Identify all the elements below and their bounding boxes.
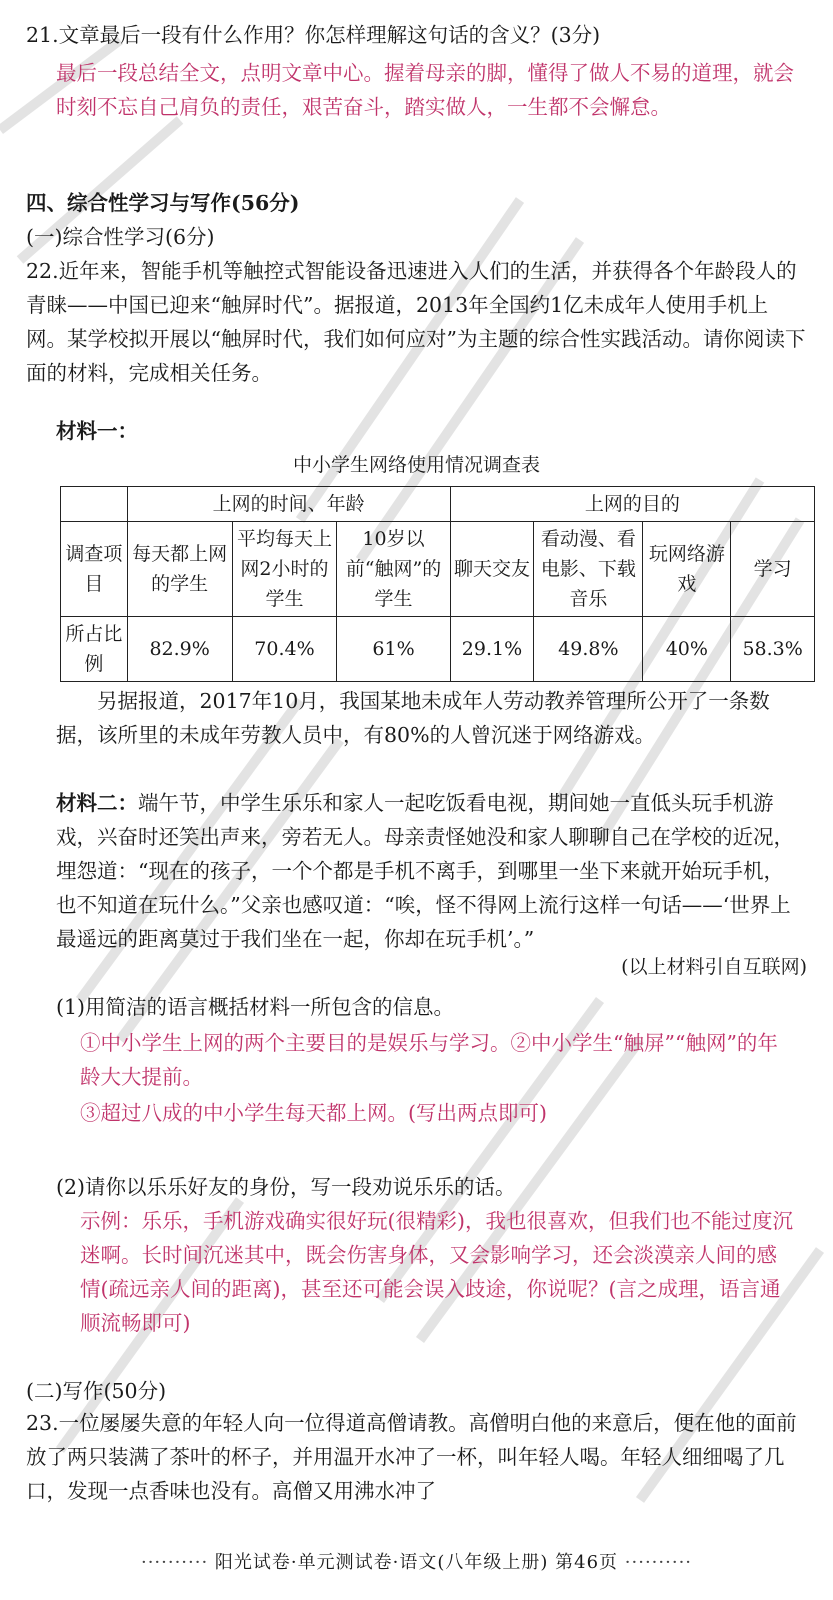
table-column-header: 10岁以前“触网”的学生 <box>337 522 450 617</box>
sub-question-1: (1)用简洁的语言概括材料一所包含的信息。 <box>56 995 455 1019</box>
table-group-header: 上网的时间、年龄 <box>127 487 450 522</box>
sub-answer-1b: ③超过八成的中小学生每天都上网。(写出两点即可) <box>80 1101 547 1125</box>
table-cell: 70.4% <box>232 617 337 682</box>
footer-dots: ·········· <box>624 1552 693 1573</box>
table-column-header: 看动漫、看电影、下载音乐 <box>534 522 643 617</box>
footer-dots: ·········· <box>140 1552 209 1573</box>
table-row-label: 所占比例 <box>61 617 128 682</box>
table-cell: 29.1% <box>450 617 534 682</box>
table-column-header: 每天都上网的学生 <box>127 522 232 617</box>
table-cell: 58.3% <box>731 617 815 682</box>
table-row-label: 调查项目 <box>61 522 128 617</box>
table-row <box>61 617 815 682</box>
table-column-header: 学习 <box>731 522 815 617</box>
question-22: 22.近年来，智能手机等触控式智能设备迅速进入人们的生活，并获得各个年龄段人的青睐——中国已迎来“触屏时代”。据报道，2013年全国约1亿未成年人使用手机上网。某学校拟开展以“触屏时代，我们如何应对”为主题的综合性实践活动。请你阅读下面的材料，完成相关任务。 <box>26 259 806 385</box>
table-cell: 61% <box>337 617 450 682</box>
table-corner-cell <box>61 487 128 522</box>
table-row <box>61 522 815 617</box>
material-2-text: 端午节，中学生乐乐和家人一起吃饭看电视，期间她一直低头玩手机游戏，兴奋时还笑出声来，旁若无人。母亲责怪她没和家人聊聊自己在学校的近况，埋怨道：“现在的孩子，一个个都是手机不离手，到哪里一坐下来就开始玩手机，也不知道在玩什么。”父亲也感叹道：“唉，怪不得网上流行这样一句话——‘世界上最遥远的距离莫过于我们坐在一起，你却在玩手机’。” <box>56 791 794 951</box>
table-column-header: 聊天交友 <box>450 522 534 617</box>
sub-answer-2: 示例：乐乐，手机游戏确实很好玩(很精彩)，我也很喜欢，但我们也不能过度沉迷啊。长时间沉迷其中，既会伤害身体，又会影响学习，还会淡漠亲人间的感情(疏远亲人间的距离)，甚至还可能会误入歧途，你说呢？(言之成理，语言通顺流畅即可) <box>80 1209 793 1335</box>
source-note: (以上材料引自互联网) <box>621 956 807 978</box>
table-column-header: 平均每天上网2小时的学生 <box>232 522 337 617</box>
table-cell: 49.8% <box>534 617 643 682</box>
sub-answer-1a: ①中小学生上网的两个主要目的是娱乐与学习。②中小学生“触屏”“触网”的年龄大大提前。 <box>80 1031 778 1089</box>
question-23: 23.一位屡屡失意的年轻人向一位得道高僧请教。高僧明白他的来意后，便在他的面前放了两只装满了茶叶的杯子，并用温开水冲了一杯，叫年轻人喝。年轻人细细喝了几口，发现一点香味也没有。高僧又用沸水冲了 <box>26 1411 797 1503</box>
answer-21: 最后一段总结全文，点明文章中心。握着母亲的脚，懂得了做人不易的道理，就会时刻不忘自己肩负的责任，艰苦奋斗，踏实做人，一生都不会懈怠。 <box>56 61 794 119</box>
material-1-extra: 另据报道，2017年10月，我国某地未成年人劳动教养管理所公开了一条数据，该所里的未成年劳教人员中，有80%的人曾沉迷于网络游戏。 <box>56 689 770 747</box>
page-footer <box>0 1548 833 1574</box>
table-group-header: 上网的目的 <box>450 487 814 522</box>
sub-question-2: (2)请你以乐乐好友的身份，写一段劝说乐乐的话。 <box>56 1175 516 1199</box>
question-21: 21.文章最后一段有什么作用？你怎样理解这句话的含义？(3分) <box>26 23 601 47</box>
material-2-label: 材料二： <box>56 791 138 815</box>
footer-page-number: 第46页 <box>555 1552 619 1573</box>
subsection-heading: (一)综合性学习(6分) <box>26 225 215 249</box>
table-cell: 82.9% <box>127 617 232 682</box>
table-cell: 40% <box>643 617 731 682</box>
survey-table <box>60 486 815 682</box>
table-caption: 中小学生网络使用情况调查表 <box>292 454 540 476</box>
writing-heading: (二)写作(50分) <box>26 1379 167 1403</box>
table-group-header-row <box>61 487 815 522</box>
material-1-label: 材料一： <box>56 419 138 443</box>
table-column-header: 玩网络游戏 <box>643 522 731 617</box>
footer-title: 阳光试卷·单元测试卷·语文(八年级上册) <box>214 1552 549 1573</box>
material-2 <box>56 786 796 956</box>
section-heading: 四、综合性学习与写作(56分) <box>26 191 300 215</box>
